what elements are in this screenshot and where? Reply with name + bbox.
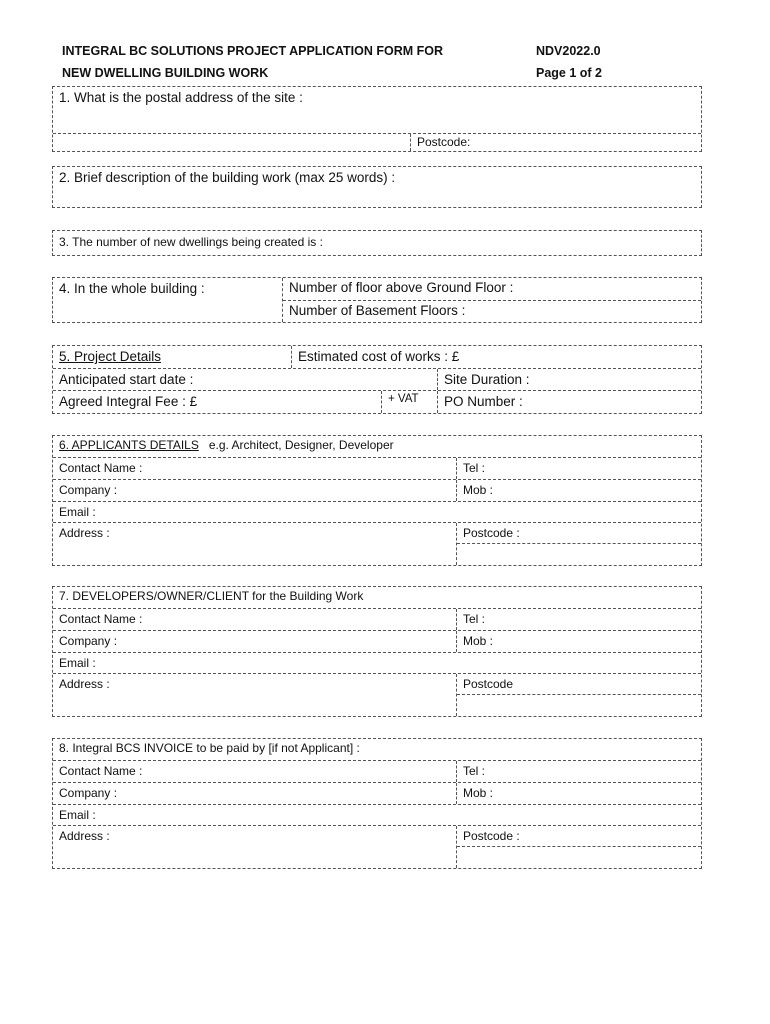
invoice-contact-name-field[interactable]: Contact Name :	[59, 764, 143, 778]
section-project-details	[52, 345, 702, 414]
po-number-label: PO Number :	[444, 394, 523, 409]
applicant-postcode-field[interactable]: Postcode :	[457, 523, 701, 544]
invoice-address-field[interactable]: Address :	[59, 829, 110, 843]
work-description-label: 2. Brief description of the building work (max 25 words) :	[59, 170, 396, 185]
invoice-heading: 8. Integral BCS INVOICE to be paid by [if not Applicant] :	[53, 739, 701, 761]
site-address-label: 1. What is the postal address of the site :	[59, 90, 303, 105]
section-applicants-details	[52, 435, 702, 566]
floors-above-ground-field[interactable]	[283, 278, 701, 301]
site-duration-field[interactable]	[437, 369, 701, 390]
applicant-address-field[interactable]: Address :	[59, 526, 110, 540]
applicant-mob-field[interactable]: Mob :	[456, 480, 701, 501]
invoice-company-field[interactable]: Company :	[59, 786, 118, 800]
developer-contact-name-field[interactable]: Contact Name :	[59, 612, 143, 626]
section-developer-owner-client	[52, 586, 702, 717]
developer-address-field[interactable]: Address :	[59, 677, 110, 691]
basement-floors-label: Number of Basement Floors :	[289, 303, 466, 318]
site-postcode-field[interactable]	[410, 134, 701, 151]
start-date-label: Anticipated start date :	[59, 372, 194, 387]
project-details-heading: 5. Project Details	[59, 349, 162, 364]
form-code: NDV2022.0	[536, 44, 601, 58]
section-work-description[interactable]	[52, 166, 702, 208]
invoice-tel-field[interactable]: Tel :	[456, 761, 701, 782]
developer-mob-field[interactable]: Mob :	[456, 631, 701, 652]
site-duration-label: Site Duration :	[444, 372, 530, 387]
section-building-floors	[52, 277, 702, 323]
section-site-address	[52, 86, 702, 152]
applicant-tel-field[interactable]: Tel :	[456, 458, 701, 479]
developer-email-field[interactable]: Email :	[53, 653, 701, 674]
site-postcode-label: Postcode:	[417, 135, 471, 149]
applicant-contact-name-field[interactable]: Contact Name :	[59, 461, 143, 475]
start-date-field[interactable]	[53, 369, 437, 390]
po-number-field[interactable]	[437, 391, 701, 413]
developer-company-field[interactable]: Company :	[59, 634, 118, 648]
floors-above-ground-label: Number of floor above Ground Floor :	[289, 280, 514, 295]
applicants-heading: 6. APPLICANTS DETAILS e.g. Architect, Designer, Developer	[53, 436, 701, 458]
developer-postcode-field[interactable]: Postcode	[457, 674, 701, 695]
estimated-cost-field[interactable]	[291, 346, 701, 368]
form-title-line2: NEW DWELLING BUILDING WORK	[62, 66, 269, 80]
invoice-postcode-field[interactable]: Postcode :	[457, 826, 701, 847]
page-number: Page 1 of 2	[536, 66, 602, 80]
applicant-email-field[interactable]: Email :	[53, 502, 701, 523]
form-title-line1: INTEGRAL BC SOLUTIONS PROJECT APPLICATION FORM FOR	[62, 44, 444, 58]
agreed-fee-field[interactable]	[53, 391, 381, 413]
developer-tel-field[interactable]: Tel :	[456, 609, 701, 630]
agreed-fee-label: Agreed Integral Fee : £	[59, 394, 198, 409]
applicants-hint: e.g. Architect, Designer, Developer	[208, 438, 394, 452]
vat-label: + VAT	[381, 391, 437, 413]
estimated-cost-label: Estimated cost of works : £	[298, 349, 460, 364]
invoice-email-field[interactable]: Email :	[53, 805, 701, 826]
developer-heading: 7. DEVELOPERS/OWNER/CLIENT for the Building Work	[53, 587, 701, 609]
building-floors-label: 4. In the whole building :	[59, 281, 205, 296]
invoice-mob-field[interactable]: Mob :	[456, 783, 701, 804]
dwellings-count-label: 3. The number of new dwellings being created is :	[59, 235, 323, 249]
basement-floors-field[interactable]	[283, 301, 701, 322]
site-address-field[interactable]	[53, 87, 701, 134]
section-dwellings-count[interactable]	[52, 230, 702, 256]
site-address-line2-field[interactable]	[53, 134, 410, 151]
applicant-company-field[interactable]: Company :	[59, 483, 118, 497]
section-invoice-payer	[52, 738, 702, 869]
